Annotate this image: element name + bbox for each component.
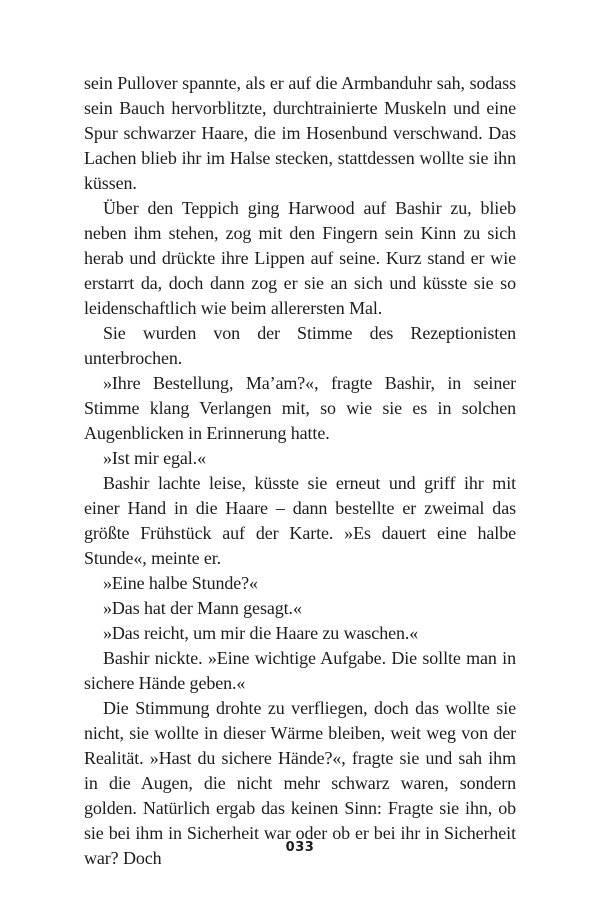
paragraph-1: sein Pullover spannte, als er auf die Armbanduhr sah, sodass sein Bauch hervorblitzte, durchtrainierte Muskeln und eine Spur schwarzer Haare, die im Hosenbund verschwand. Das Lachen blieb ihr im Halse stecken, stattdessen wollte sie ihn küssen.: [84, 73, 516, 193]
paragraph-8: »Das hat der Mann gesagt.«: [103, 598, 302, 618]
paragraph-2: Über den Teppich ging Harwood auf Bashir zu, blieb neben ihm stehen, zog mit den Fingern sein Kinn zu sich herab und drückte ihre Lippen auf seine. Kurz stand er wie erstarrt da, doch dann zog er sie an sich und küsste sie so leidenschaftlich wie beim allerersten Mal.: [84, 198, 516, 318]
paragraph-11: Die Stimmung drohte zu verfliegen, doch das wollte sie nicht, sie wollte in dieser Wärme bleiben, weit weg von der Realität. »Hast du sichere Hände?«, fragte sie und sah ihm in die Augen, die nicht mehr schwarz waren, sondern golden. Natürlich ergab das keinen Sinn: Fragte sie ihn, ob sie bei ihm in Sicherheit war oder ob er bei ihr in Sicherheit war? Doch: [84, 698, 516, 868]
paragraph-9: »Das reicht, um mir die Haare zu waschen.«: [103, 623, 419, 643]
page-number: 033: [285, 840, 315, 855]
body-text: [84, 71, 516, 871]
paragraph-6: Bashir lachte leise, küsste sie erneut und griff ihr mit einer Hand in die Haare – dann bestellte er zweimal das größte Frühstück auf der Karte. »Es dauert eine halbe Stunde«, meinte er.: [84, 473, 516, 568]
paragraph-7: »Eine halbe Stunde?«: [103, 573, 258, 593]
paragraph-3: Sie wurden von der Stimme des Rezeptionisten unterbrochen.: [84, 323, 516, 368]
paragraph-5: »Ist mir egal.«: [103, 448, 206, 468]
paragraph-10: Bashir nickte. »Eine wichtige Aufgabe. Die sollte man in sichere Hände geben.«: [84, 648, 516, 693]
paragraph-4: »Ihre Bestellung, Ma’am?«, fragte Bashir, in seiner Stimme klang Verlangen mit, so wie sie es in solchen Augenblicken in Erinnerung hatte.: [84, 373, 516, 443]
